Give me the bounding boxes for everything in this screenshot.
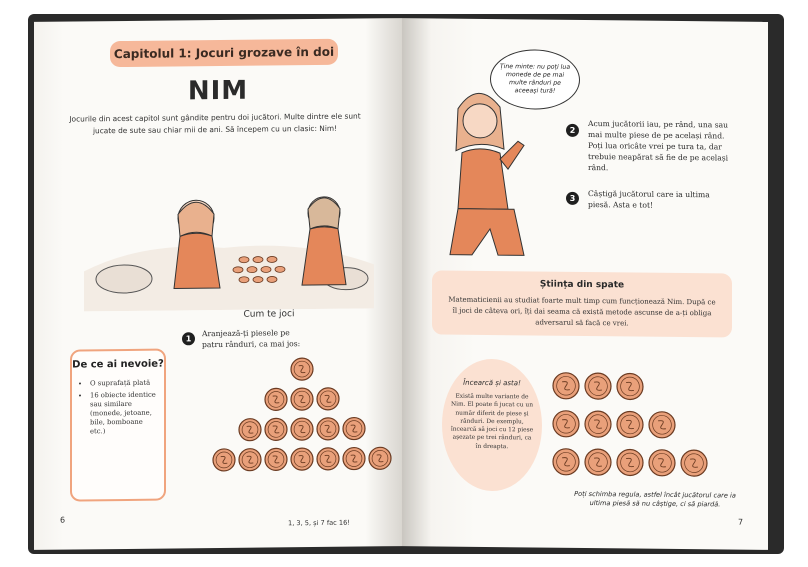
coin <box>369 447 391 469</box>
needs-item: • 16 obiecte identice sau similare (monede, jetoane, bile, bomboane etc.) <box>90 391 160 437</box>
needs-title: De ce ai nevoie? <box>72 358 164 371</box>
coin <box>265 418 287 440</box>
girl-illustration <box>428 78 538 264</box>
coin <box>291 448 313 470</box>
page-number-left: 6 <box>60 515 66 525</box>
coin <box>617 411 643 437</box>
coin <box>585 373 611 399</box>
science-box <box>432 270 732 337</box>
science-title: Știința din spate <box>539 279 625 291</box>
coin <box>291 418 313 440</box>
coin-rows <box>550 370 740 490</box>
coin <box>239 449 261 471</box>
coin <box>265 388 287 410</box>
intro-text: Jocurile din acest capitol sunt gândite pentru doi jucători. Multe dintre ele sunt jucate de sute sau chiar mii de ani. Să începem cu un clasic: Nim! <box>69 111 361 136</box>
chapter-title: Capitolul 1: Jocuri grozave în doi <box>110 39 338 67</box>
coin <box>585 449 611 475</box>
coin <box>343 447 365 469</box>
needs-box <box>70 349 166 502</box>
coin <box>585 411 611 437</box>
kids-playing-illustration <box>84 168 374 311</box>
try-this-box <box>442 359 542 492</box>
step-1-number: 1 <box>182 332 195 345</box>
page-number-right: 7 <box>738 517 744 527</box>
coin <box>317 418 339 440</box>
needs-item: • O suprafață plată <box>90 379 160 389</box>
coin <box>617 449 643 475</box>
coin <box>649 412 675 438</box>
step-3-number: 3 <box>566 192 579 205</box>
coin <box>317 448 339 470</box>
coin <box>649 450 675 476</box>
coin <box>291 358 313 380</box>
coin-pyramid <box>174 348 402 520</box>
step-3-text: Câștigă jucătorul care ia ultima piesă. Asta e tot! <box>588 189 710 210</box>
rows-caption: 1, 3, 5, și 7 fac 16! <box>288 518 350 528</box>
coin <box>553 411 579 437</box>
coin <box>553 449 579 475</box>
coin <box>617 373 643 399</box>
coin <box>239 419 261 441</box>
page-title: NIM <box>187 75 249 107</box>
coin <box>553 373 579 399</box>
coin <box>291 388 313 410</box>
coin <box>213 449 235 471</box>
rule-variant-text: Poți schimba regula, astfel încât jucătorul care ia ultima piesă să nu câștige, ci să piardă. <box>574 489 736 509</box>
coin <box>681 450 707 476</box>
left-page <box>34 18 402 550</box>
step-2-text: Acum jucătorii iau, pe rând, una sau mai multe piese de pe același rând. Poți lua oricâte vrei pe tura ta, dar trebuie neapărat să fie de pe același rând. <box>588 119 729 173</box>
speech-bubble: Ține minte: nu poți lua monede de pe mai multe rânduri pe aceeași tură! <box>490 49 580 110</box>
how-to-play-heading: Cum te joci <box>243 309 295 320</box>
step-2-number: 2 <box>566 124 579 137</box>
coin <box>343 417 365 439</box>
coin <box>317 388 339 410</box>
science-text: Matematicienii au studiat foarte mult timp cum funcționează Nim. După ce îl joci de câteva ori, îți dai seama că există metode ascunse de a-ți obliga adversarul să facă ce vrei. <box>448 295 716 328</box>
step-1-text: Aranjează-ți piesele pe patru rânduri, ca mai jos: <box>202 328 301 350</box>
coin <box>265 448 287 470</box>
try-this-title: Încearcă și asta! <box>463 378 521 388</box>
try-this-text: Există multe variante de Nim. El poate fi jucat cu un număr diferit de piese și rânduri. De exemplu, încearcă să joci cu 12 piese așezate pe trei rânduri, ca în dreapta. <box>450 393 534 450</box>
needs-list <box>72 379 164 437</box>
right-page <box>402 18 768 550</box>
